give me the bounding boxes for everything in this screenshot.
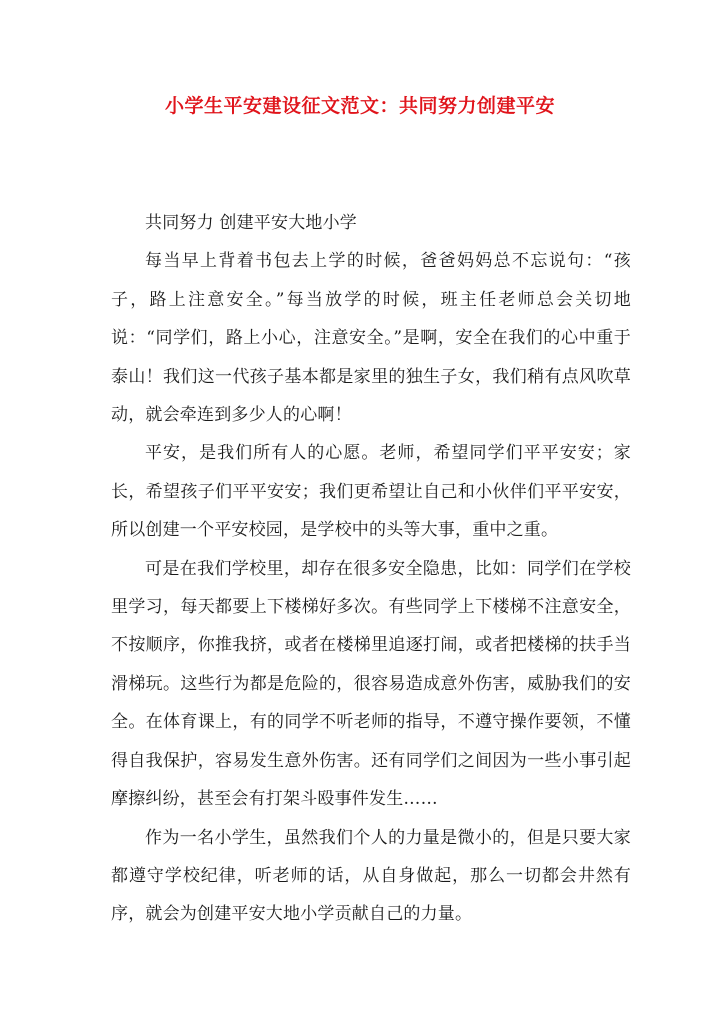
paragraph-1: 每当早上背着书包去上学的时候，爸爸妈妈总不忘说句：“孩子，路上注意安全。”每当放学的时候，班主任老师总会关切地说：“同学们，路上小心，注意安全。”是啊，安全在我们的心中重于泰山！我们这一代孩子基本都是家里的独生子女，我们稍有点风吹草动，就会牵连到多少人的心啊！ [111, 251, 631, 426]
paragraph-3: 可是在我们学校里，却存在很多安全隐患，比如：同学们在学校里学习，每天都要上下楼梯好多次。有些同学上下楼梯不注意安全，不按顺序，你推我挤，或者在楼梯里追逐打闹，或者把楼梯的扶手当滑梯玩。这些行为都是危险的，很容易造成意外伤害，威胁我们的安全。在体育课上，有的同学不听老师的指导，不遵守操作要领，不懂得自我保护，容易发生意外伤害。还有同学们之间因为一些小事引起摩擦纠纷，甚至会有打架斗殴事件发生…… [111, 558, 631, 810]
paragraph-2: 平安，是我们所有人的心愿。老师，希望同学们平平安安；家长，希望孩子们平平安安；我们更希望让自己和小伙伴们平平安安，所以创建一个平安校园，是学校中的头等大事，重中之重。 [111, 443, 631, 541]
paragraph-4: 作为一名小学生，虽然我们个人的力量是微小的，但是只要大家都遵守学校纪律，听老师的话，从自身做起，那么一切都会井然有序，就会为创建平安大地小学贡献自己的力量。 [111, 827, 631, 925]
document-subtitle: 共同努力 创建平安大地小学 [145, 213, 358, 233]
document-body [111, 204, 631, 934]
document-title: 小学生平安建设征文范文：共同努力创建平安 [164, 95, 555, 117]
